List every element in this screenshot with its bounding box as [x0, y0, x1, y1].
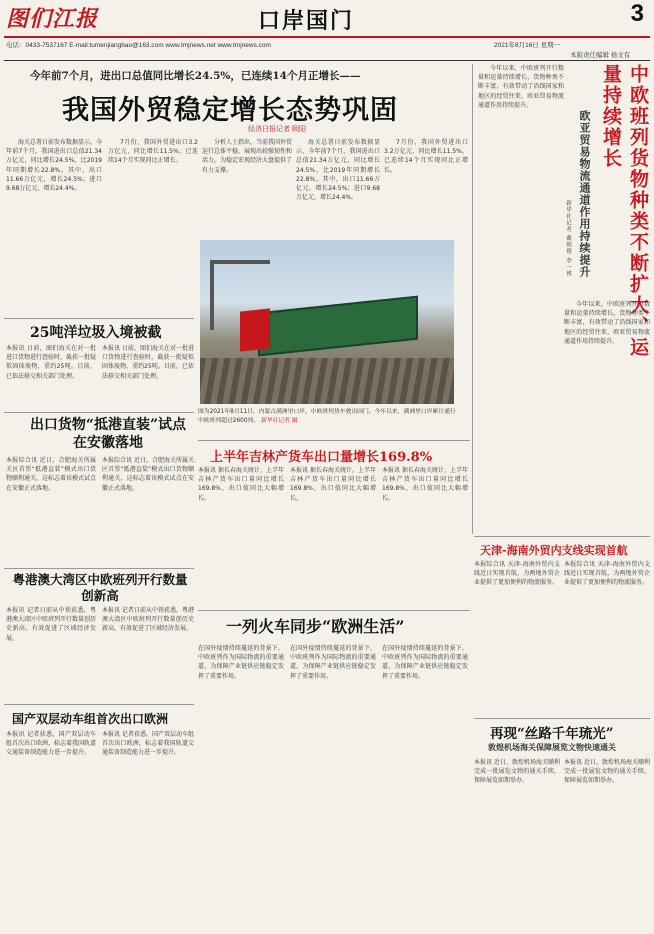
railway-tracks-shape: [200, 358, 454, 404]
lead-column-1: [6, 138, 102, 318]
article-body-anhui: 本报综合讯 近日，合肥海关所属关区首票“抵港直装”模式出口货物顺利通关，这标志着该模式试点在安徽正式落地。: [6, 457, 96, 492]
article-title-gba[interactable]: 粤港澳大湾区中欧班列开行数量创新高: [12, 572, 188, 603]
article-body-garbage-2: 本报讯 日前，图们海关在对一批进口货物进行查验时，截获一批疑似固体废物，重约25吨。目前，已依法移交相关部门处理。: [102, 345, 194, 380]
article-title-jilin-trucks[interactable]: 上半年吉林产货车出口量增长169.8%: [210, 450, 433, 465]
article-title-train-europe[interactable]: 一列火车同步“欧洲生活”: [226, 617, 405, 636]
article-body-gba: 本报讯 记者日前从中铁获悉，粤港澳大湾区中欧班列开行数量创历史新高，有效促进了区域经济发展。: [6, 607, 96, 642]
feature-byline: 新华社记者 戴锦镕 李一博: [565, 200, 571, 277]
section-rule: [4, 412, 194, 413]
section-rule: [4, 704, 194, 705]
article-subtitle-silk-road: 敦煌机场海关保障展览文物快速通关: [488, 742, 616, 752]
page-number: 3: [630, 0, 644, 27]
photo-credit: 新华社记者 摄: [260, 417, 298, 424]
article-title-anhui[interactable]: 出口货物“抵港直装”试点在安徽落地: [29, 417, 187, 451]
feature-paragraph: 今年以来，中欧班列开行数量和运量持续增长，货物种类不断丰富，有效带动了沿线国家和地区的经贸往来，欧亚贸易物流通道作用持续提升。: [478, 65, 564, 109]
article-body-emu-2: 本报讯 记者获悉，国产双层动车组首次出口欧洲，标志着我国轨道交通装备制造能力进一步提升。: [102, 731, 194, 757]
article-title-garbage[interactable]: 25吨洋垃圾入境被截: [30, 325, 162, 341]
lead-headline[interactable]: 我国外贸稳定增长态势巩固: [62, 95, 398, 126]
masthead: [0, 0, 654, 36]
section-rule: [474, 536, 650, 537]
lead-column-4: [296, 138, 380, 238]
train-photo[interactable]: [200, 240, 454, 404]
article-body-silk-road: 本报讯 近日，敦煌机场海关顺利完成一批展览文物的通关手续，保障展览如期举办。: [474, 759, 560, 785]
issue-date: 2021年8月16日 星期一: [494, 42, 561, 49]
lead-deck: 今年前7个月，进出口总值同比增长24.5%，已连续14个月正增长——: [30, 70, 361, 82]
article-body-jilin-2: 本报讯 据长春海关统计，上半年吉林产货车出口量同比增长169.8%，出口值同比大幅增长。: [290, 467, 376, 502]
article-body-tianjin: 本报综合讯 天津-海南外贸内支线近日实现首航，为两地外贸企业提供了更加便利的物流服务。: [474, 561, 560, 587]
section-rule: [198, 440, 470, 441]
contact-info: 电话：0433-7537167 E-mail:tumenjiangbao@163.com www.tmjnews.net www.tmjnews.com: [6, 42, 271, 49]
section-rule: [198, 610, 470, 611]
article-body-jilin: 本报讯 据长春海关统计，上半年吉林产货车出口量同比增长169.8%，出口值同比大幅增长。: [198, 467, 284, 502]
masthead-divider: [4, 36, 650, 38]
article-title-emu[interactable]: 国产双层动车组首次出口欧洲: [12, 712, 169, 726]
section-title: 口岸国门: [258, 8, 355, 34]
feature-headline[interactable]: 中欧班列货物种类不断扩大、运量持续增长: [600, 64, 649, 358]
article-body-tianjin-2: 本报综合讯 天津-海南外贸内支线近日实现首航，为两地外贸企业提供了更加便利的物流服务。: [564, 561, 650, 587]
section-rule: [4, 568, 194, 569]
newspaper-logo[interactable]: 图们江报: [6, 6, 99, 32]
section-rule: [4, 318, 194, 319]
column-rule: [472, 64, 473, 534]
lead-column-3: [202, 138, 292, 238]
lead-paragraph: 海关总署日前发布数据显示，今年前7个月，我国进出口总值21.34万亿元，同比增长24.5%，比2019年同期增长22.8%。其中，出口11.66万亿元，增长24.5%；进口9.68万亿元，增长24.4%。: [6, 139, 102, 193]
article-body-jilin-3: 本报讯 据长春海关统计，上半年吉林产货车出口量同比增长169.8%，出口值同比大幅增长。: [382, 467, 468, 502]
feature-subhead: 欧亚贸易物流通道作用持续提升: [578, 110, 591, 278]
article-body-emu: 本报讯 记者获悉，国产双层动车组首次出口欧洲，标志着我国轨道交通装备制造能力进一步提升。: [6, 731, 96, 757]
lead-paragraph: 分析人士指出，当前我国外贸运行总体平稳，展现出较强韧性和活力，为稳定宏观经济大盘提供了有力支撑。: [202, 139, 292, 174]
article-title-tianjin-hainan[interactable]: 天津-海南外贸内支线实现首航: [480, 544, 628, 557]
article-title-silk-road[interactable]: 再现“丝路千年琉光”: [490, 726, 614, 742]
article-body-gba-2: 本报讯 记者日前从中铁获悉，粤港澳大湾区中欧班列开行数量创历史新高，有效促进了区域经济发展。: [102, 607, 194, 633]
lead-paragraph: 7月份，我国外贸进出口3.2万亿元，同比增长11.5%，已连续14个月实现同比正增长。: [384, 139, 468, 174]
section-rule: [474, 718, 650, 719]
lead-column-5: [384, 138, 468, 238]
article-body-anhui-2: 本报综合讯 近日，合肥海关所属关区首票“抵港直装”模式出口货物顺利通关，这标志着该模式试点在安徽正式落地。: [102, 457, 194, 492]
feature-column-2: [564, 300, 650, 530]
article-body-train-2: 在国外疫情持续蔓延的背景下，中欧班列作为国际物流的重要通道，为保障产业链供应链稳定发挥了重要作用。: [290, 645, 376, 680]
article-body-silk-road-2: 本报讯 近日，敦煌机场海关顺利完成一批展览文物的通关手续，保障展览如期举办。: [564, 759, 650, 785]
crane-arm-shape: [210, 260, 270, 264]
article-body-garbage: 本报讯 日前，图们海关在对一批进口货物进行查验时，截获一批疑似固体废物，重约25吨。目前，已依法移交相关部门处理。: [6, 345, 96, 380]
crane-shape: [210, 260, 214, 330]
feature-paragraph: 今年以来，中欧班列开行数量和运量持续增长，货物种类不断丰富，有效带动了沿线国家和地区的经贸往来，欧亚贸易物流通道作用持续提升。: [564, 301, 650, 345]
article-body-train: 在国外疫情持续蔓延的背景下，中欧班列作为国际物流的重要通道，为保障产业链供应链稳定发挥了重要作用。: [198, 645, 284, 680]
article-body-train-3: 在国外疫情持续蔓延的背景下，中欧班列作为国际物流的重要通道，为保障产业链供应链稳定发挥了重要作用。: [382, 645, 468, 680]
train-cars-shape: [258, 296, 418, 357]
lead-column-2: [108, 138, 198, 238]
page-editor: 本版责任编辑 杨文有: [570, 52, 631, 59]
lead-paragraph: 7月份，我国外贸进出口3.2万亿元，同比增长11.5%，已连续14个月实现同比正增长。: [108, 139, 198, 165]
lead-paragraph: 海关总署日前发布数据显示，今年前7个月，我国进出口总值21.34万亿元，同比增长24.5%，比2019年同期增长22.8%。其中，出口11.66万亿元，增长24.5%；进口9.68万亿元，增长24.4%。: [296, 139, 380, 202]
header-rule: [4, 60, 650, 61]
photo-caption: [198, 408, 456, 425]
lead-byline: 经济日报记者 顾阳: [248, 126, 306, 133]
photo-caption-text: 图为2021年8月11日，内蒙古满洲里口岸，中欧班列货车驶出国门。今年以来，满洲里口岸累计通行中欧班列超过2600列。: [198, 409, 456, 424]
locomotive-shape: [240, 308, 270, 351]
feature-column-1: [478, 64, 564, 364]
